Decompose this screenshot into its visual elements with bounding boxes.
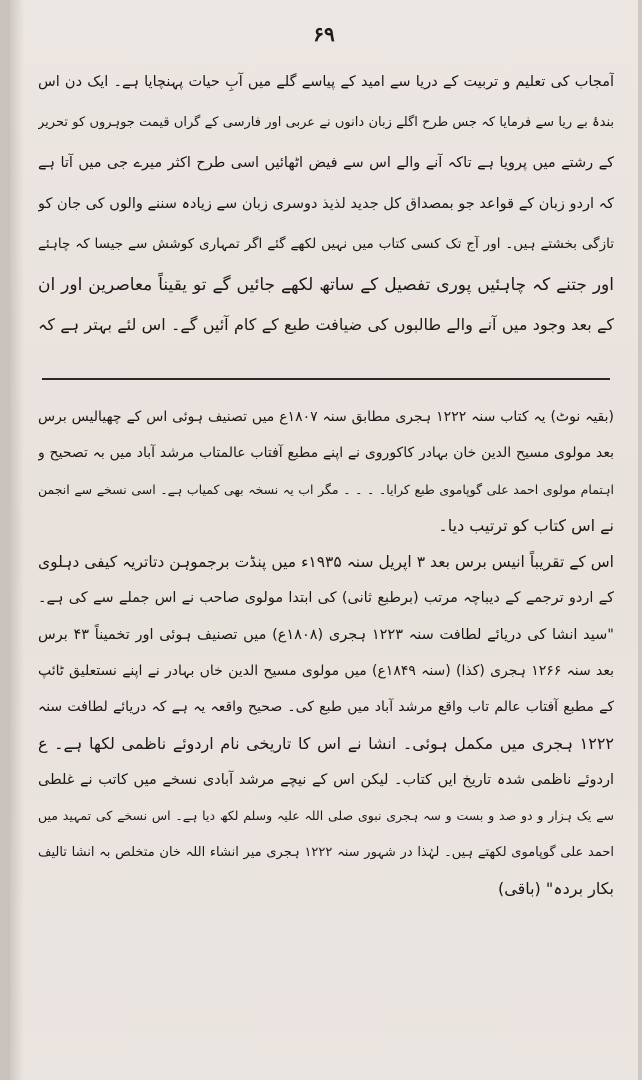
main-text-line: کے رشتے میں پرویا ہے تاکہ آنے والے اس سے فیض اٹھائیں اسی طرح اکثر میرے جی میں آتا ہے	[38, 155, 614, 171]
footnote-line: بکار بردہ" (باقی)	[498, 878, 614, 898]
footnote-line: بعد مولوی مسیح الدین خان بہادر کاکوروی نے اپنے مطبع آفتاب عالمتاب مرشد آباد میں بہ تصحیح و	[38, 445, 614, 462]
page-number: ۶۹	[313, 22, 335, 46]
footnote-line: کے اردو ترجمے کے دیباچہ مرتب (برطبع ثانی) کی ابتدا مولوی صاحب نے اس جملے سے کی ہے۔	[38, 590, 614, 607]
footnote-line: اہتمام مولوی احمد علی گوپاموی طبع کرایا۔ ۔ ۔ ۔ مگر اب یہ نسخہ بھی کمیاب ہے۔ اسی نسخے سے انجمن	[38, 481, 614, 497]
footnote-text	[38, 404, 614, 912]
footnote-line: (بقیہ نوٹ) یہ کتاب سنہ ۱۲۲۲ ہجری مطابق سنہ ۱۸۰۷ع میں تصنیف ہوئی اس کے چھیالیس برس	[38, 409, 614, 425]
main-text-line: تازگی بخشتے ہیں۔ اور آج تک کسی کتاب میں نہیں لکھے گئے اگر تمہاری کوشش سے جیسا کہ چاہئے	[38, 236, 614, 252]
footnote-line: احمد علی گوپاموی لکھتے ہیں۔ لہٰذا در شہور سنہ ۱۲۲۲ ہجری میر انشاء اللہ خان متخلص بہ انشا تالیف	[38, 844, 614, 860]
footnote-line: "سید انشا کی دریائے لطافت سنہ ۱۲۲۳ ہجری (۱۸۰۸ع) میں تصنیف ہوئی اور تخمیناً ۴۳ برس	[38, 626, 614, 643]
main-text-line: کے بعد وجود میں آنے والے طالبوں کی ضیافت طبع کے کام آئیں گے۔ اس لئے بہتر ہے کہ	[38, 315, 614, 334]
footnote-line: ۱۲۲۲ ہجری میں مکمل ہوئی۔ انشا نے اس کا تاریخی نام اردوئے ناظمی لکھا ہے۔ ع	[38, 733, 614, 753]
footnote-line: اس کے تقریباً انیس برس بعد ۳ اپریل سنہ ۱۹۳۵ء میں پنڈت برجموہن دتاتریہ کیفی دہلوی	[38, 553, 614, 572]
main-text-line: کہ اردو زبان کے قواعد جو بمصداق کل جدید لذیذ دوسری زبان سے زیادہ سننے والوں کی جان کو	[38, 195, 614, 212]
binding-shadow	[10, 0, 24, 1080]
main-text-line: اور جتنے کہ چاہئیں پوری تفصیل کے ساتھ لکھے جائیں گے تو یقیناً معاصرین اور ان	[38, 274, 614, 295]
main-text-line: بندۂ بے ریا سے فرمایا کہ جس طرح اگلے زبان دانوں نے عربی اور فارسی کے گراں قیمت جوہروں کو تحریر	[38, 114, 614, 130]
footnote-line: بعد سنہ ۱۲۶۶ ہجری (کذا) (سنہ ۱۸۴۹ع) میں مولوی مسیح الدین خاں بہادر نے اپنے نستعلیق ٹائپ	[38, 663, 614, 680]
main-text	[38, 68, 614, 352]
footnote-line: سے یک ہزار و دو صد و بست و سہ ہجری نبوی صلی اللہ علیہ وسلم لکھ دیا ہے۔ اس نسخے کی تمہید میں	[38, 808, 614, 824]
footnote-line: اردوئے ناظمی شدہ تاریخ ایں کتاب۔ لیکن اس کے نیچے مرشد آبادی نسخے میں کاتب نے غلطی	[38, 771, 614, 788]
footnote-line: کے مطبع آفتاب عالم تاب واقع مرشد آباد میں طبع کی۔ صحیح واقعہ یہ ہے کہ دریائے لطافت سنہ	[38, 699, 614, 716]
main-text-line: آمجاب کی تعلیم و تربیت کے دریا سے امید کے پیاسے گلے میں آبِ حیات پہنچایا ہے۔ ایک دن اس	[38, 74, 614, 90]
footnote-line: نے اس کتاب کو ترتیب دیا۔	[438, 515, 614, 535]
footnote-divider	[42, 378, 610, 380]
